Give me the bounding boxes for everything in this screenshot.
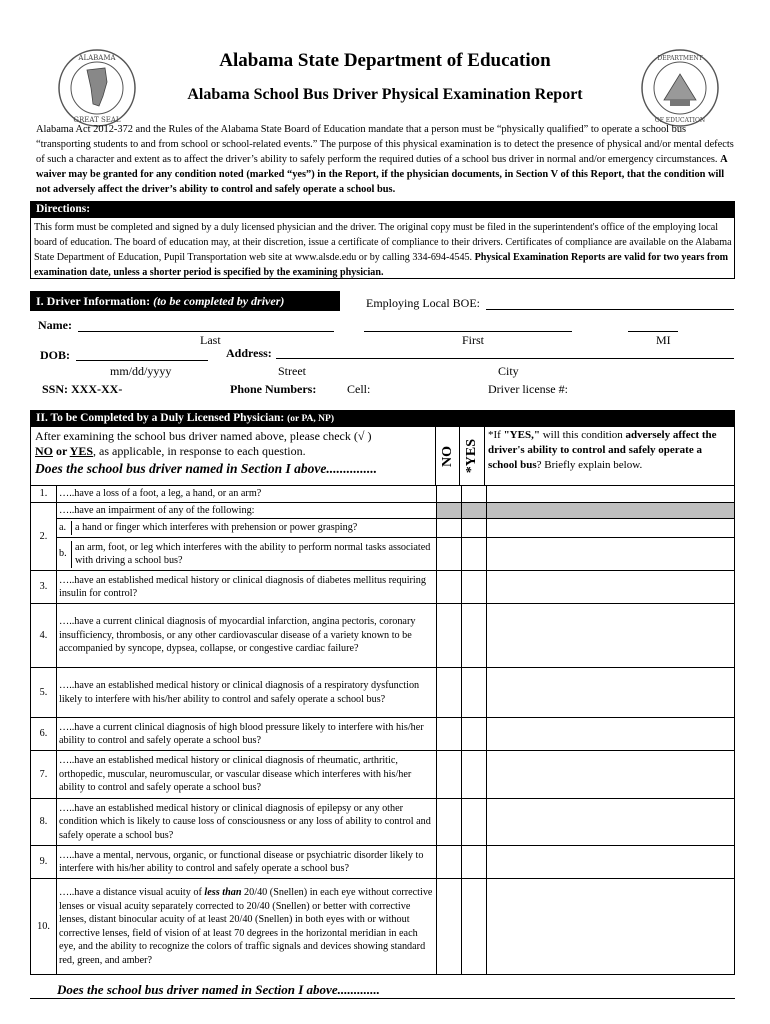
no-checkbox-disabled <box>437 502 462 519</box>
instructions-line2 <box>35 444 431 459</box>
last-caption: Last <box>200 333 221 347</box>
question-text: …..have an established medical history or clinical diagnosis of rheumatic, arthritic, orthopedic, muscular, neuromuscular, or vascular disease which interferes with his/her ability to control and safely operate a school bus? <box>57 751 437 799</box>
question-row-2a <box>31 519 735 538</box>
explanation-cell[interactable] <box>487 718 735 751</box>
question-text: …..have a mental, nervous, organic, or functional disease or psychiatric disorder likely to interfere with his/her ability to control and safely operate a school bus? <box>57 846 437 879</box>
question-number: 1. <box>31 486 57 503</box>
no-checkbox[interactable] <box>437 604 462 668</box>
no-checkbox[interactable] <box>437 571 462 604</box>
question-row-2 <box>31 502 735 519</box>
questions-table <box>30 485 735 975</box>
explanation-cell[interactable] <box>487 846 735 879</box>
note-a: *If <box>488 429 504 441</box>
yes-checkbox[interactable] <box>462 879 487 975</box>
city-caption: City <box>498 364 519 378</box>
explanation-cell[interactable] <box>487 799 735 846</box>
section2-heading <box>30 410 735 426</box>
question-text <box>57 519 437 538</box>
last-name-input[interactable] <box>78 331 334 332</box>
no-checkbox[interactable] <box>437 486 462 503</box>
question-text: …..have an established medical history or clinical diagnosis of epilepsy or any other condition which is likely to cause loss of consciousness or any loss of ability to control and safely operate a school bus? <box>57 799 437 846</box>
explanation-cell[interactable] <box>487 519 735 538</box>
directions-text <box>34 220 734 280</box>
ssn-label: SSN: XXX-XX- <box>42 382 123 396</box>
question-number: 9. <box>31 846 57 879</box>
no-word: NO <box>35 444 53 458</box>
explanation-cell-disabled <box>487 502 735 519</box>
or-word: or <box>53 444 70 458</box>
question-text: …..have a current clinical diagnosis of myocardial infarction, angina pectoris, coronary insufficiency, thrombosis, or any other cardiovascular disease of a variety known to be accompanied by syncope, dypsea, collapse, or congestive cardiac failure? <box>57 604 437 668</box>
form-title: Alabama School Bus Driver Physical Examination Report <box>187 86 583 103</box>
cell-label: Cell: <box>347 382 371 396</box>
intro-waiver-text: A waiver may be granted for any condition noted (marked “yes”) in the Report, if the physician documents, in Section V of this Report, that the condition will not adversely affect the driver’s ability to control and safely operate a school bus. <box>36 154 728 195</box>
instructions-line1: After examining the school bus driver named above, please check (√ ) <box>35 429 372 443</box>
yes-label: *YES <box>464 438 479 474</box>
street-caption: Street <box>278 364 306 378</box>
sub-letter: b. <box>59 541 72 568</box>
note-yes: "YES," <box>503 429 540 441</box>
yes-checkbox[interactable] <box>462 846 487 879</box>
intro-text: Alabama Act 2012-372 and the Rules of the Alabama State Board of Education mandate that a person must be “physically qualified” to operate a school bus “transporting students to and from school or school-related events.” The purpose of this physical examination is to detect the presence of physical and/or mental defects of such a character and extent as to affect the driver’s ability to safely perform the required duties of a school bus driver in normal and/or emergency circumstances. <box>36 124 734 165</box>
question-row-4 <box>31 604 735 668</box>
explanation-cell[interactable] <box>487 668 735 718</box>
section2-subtitle: (or PA, NP) <box>287 414 334 424</box>
explanation-cell[interactable] <box>487 486 735 503</box>
yes-checkbox[interactable] <box>462 668 487 718</box>
question-row-6 <box>31 718 735 751</box>
explanation-cell[interactable] <box>487 879 735 975</box>
question-number: 3. <box>31 571 57 604</box>
question-number: 2. <box>31 502 57 571</box>
section1-title: I. Driver Information: <box>36 294 154 308</box>
dob-input[interactable] <box>76 360 208 361</box>
note-adverse: adversely affect the driver's ability to control and safely operate a school bus <box>488 429 717 471</box>
question-row-3 <box>31 571 735 604</box>
section1-heading <box>30 291 340 311</box>
question-lead: Does the school bus driver named in Section I above............... <box>35 461 378 476</box>
explanation-cell[interactable] <box>487 538 735 571</box>
dob-hint: mm/dd/yyyy <box>110 364 172 378</box>
intro-paragraph <box>36 122 736 197</box>
first-name-input[interactable] <box>364 331 572 332</box>
name-label: Name: <box>38 318 72 332</box>
yes-checkbox[interactable] <box>462 571 487 604</box>
middle-initial-input[interactable] <box>628 331 678 332</box>
question-number: 7. <box>31 751 57 799</box>
question-row-1 <box>31 486 735 503</box>
boe-label: Employing Local BOE: <box>366 296 480 310</box>
question-text: …..have an established medical history or clinical diagnosis of a respiratory dysfunction likely to interfere with his/her ability to control and safely operate a school bus? <box>57 668 437 718</box>
note-c: will this condition <box>539 429 626 441</box>
no-checkbox[interactable] <box>437 668 462 718</box>
question-number: 5. <box>31 668 57 718</box>
q10-text-a: …..have a distance visual acuity of <box>59 887 205 898</box>
boe-input[interactable] <box>486 309 734 310</box>
no-checkbox[interactable] <box>437 718 462 751</box>
question-row-5 <box>31 668 735 718</box>
org-title: Alabama State Department of Education <box>219 50 551 71</box>
sub-text: an arm, foot, or leg which interferes with the ability to perform normal tasks associated with driving a school bus? <box>75 541 431 566</box>
svg-text:ALABAMA: ALABAMA <box>78 54 116 62</box>
no-checkbox[interactable] <box>437 799 462 846</box>
directions-validity: Physical Examination Reports are valid for two years from examination date, unless a shorter period is specified by the examining physician. <box>34 252 729 278</box>
no-checkbox[interactable] <box>437 538 462 571</box>
section2-footer-lead: Does the school bus driver named in Section I above............. <box>57 982 380 997</box>
question-number: 4. <box>31 604 57 668</box>
explanation-cell[interactable] <box>487 604 735 668</box>
no-checkbox[interactable] <box>437 751 462 799</box>
address-input[interactable] <box>276 358 734 359</box>
question-row-9 <box>31 846 735 879</box>
directions-heading: Directions: <box>30 201 735 217</box>
question-number: 10. <box>31 879 57 975</box>
svg-text:OF EDUCATION: OF EDUCATION <box>654 117 706 124</box>
dob-label: DOB: <box>40 348 70 362</box>
no-checkbox[interactable] <box>437 519 462 538</box>
question-row-2b <box>31 538 735 571</box>
question-text <box>57 879 437 975</box>
instructions-rest: , as applicable, in response to each question. <box>93 444 306 458</box>
yes-checkbox[interactable] <box>462 718 487 751</box>
question-number: 6. <box>31 718 57 751</box>
question-text <box>57 538 437 571</box>
mi-caption: MI <box>656 333 671 347</box>
section2-instructions <box>35 429 431 476</box>
directions-body: This form must be completed and signed by a duly licensed physician and the driver. The original copy must be filed in the superintendent's office of the employing local board of education. The board of education may, at their discretion, issue a certificate of compliance to their drivers. Certificates of compliance are available on the Alabama State Department of Education, Pupil Transportation web site at www.alsde.edu or by calling 334-694-4545. <box>34 222 732 263</box>
q10-less-than: less than <box>204 887 242 898</box>
yes-checkbox[interactable] <box>462 519 487 538</box>
question-row-8 <box>31 799 735 846</box>
question-text: …..have an impairment of any of the following: <box>57 502 437 519</box>
explanation-cell[interactable] <box>487 571 735 604</box>
phone-label: Phone Numbers: <box>230 382 317 396</box>
yes-checkbox[interactable] <box>462 751 487 799</box>
explanation-cell[interactable] <box>487 751 735 799</box>
question-number: 8. <box>31 799 57 846</box>
adverse-note <box>488 428 734 473</box>
address-label: Address: <box>226 346 272 360</box>
first-caption: First <box>462 333 485 347</box>
yes-checkbox[interactable] <box>462 604 487 668</box>
question-row-10 <box>31 879 735 975</box>
footer-rule <box>30 998 735 999</box>
no-checkbox[interactable] <box>437 879 462 975</box>
sub-letter: a. <box>59 521 72 535</box>
no-checkbox[interactable] <box>437 846 462 879</box>
question-text: …..have an established medical history or clinical diagnosis of diabetes mellitus requiring insulin for control? <box>57 571 437 604</box>
note-e: ? Briefly explain below. <box>536 459 643 471</box>
yes-word: YES <box>69 444 94 458</box>
no-label: NO <box>439 445 455 467</box>
yes-checkbox[interactable] <box>462 538 487 571</box>
no-column-header <box>435 426 460 486</box>
yes-column-header <box>460 426 485 486</box>
yes-checkbox[interactable] <box>462 486 487 503</box>
svg-text:GREAT SEAL: GREAT SEAL <box>73 116 121 124</box>
yes-checkbox[interactable] <box>462 799 487 846</box>
license-label: Driver license #: <box>488 382 568 396</box>
svg-text:DEPARTMENT: DEPARTMENT <box>657 55 703 62</box>
q10-text-c: 20/40 (Snellen) in each eye without corrective lenses or visual acuity separately corrected to 20/40 (Snellen) or better with corrective lenses, distant binocular acuity of at least 20/40 (Snellen) in both eyes with or without corrective lenses, field of vision of at least 70 degrees in the horizontal meridian in each eye, and the ability to recognize the colors of traffic signals and devices showing standard red, green, and amber? <box>59 887 433 966</box>
question-row-7 <box>31 751 735 799</box>
question-text: …..have a loss of a foot, a leg, a hand, or an arm? <box>57 486 437 503</box>
section1-subtitle: (to be completed by driver) <box>153 294 285 308</box>
section2-title: II. To be Completed by a Duly Licensed Physician: <box>36 412 288 424</box>
question-text: …..have a current clinical diagnosis of high blood pressure likely to interfere with his/her ability to control and safely operate a school bus? <box>57 718 437 751</box>
sub-text: a hand or finger which interferes with prehension or power grasping? <box>75 522 358 534</box>
yes-checkbox-disabled <box>462 502 487 519</box>
